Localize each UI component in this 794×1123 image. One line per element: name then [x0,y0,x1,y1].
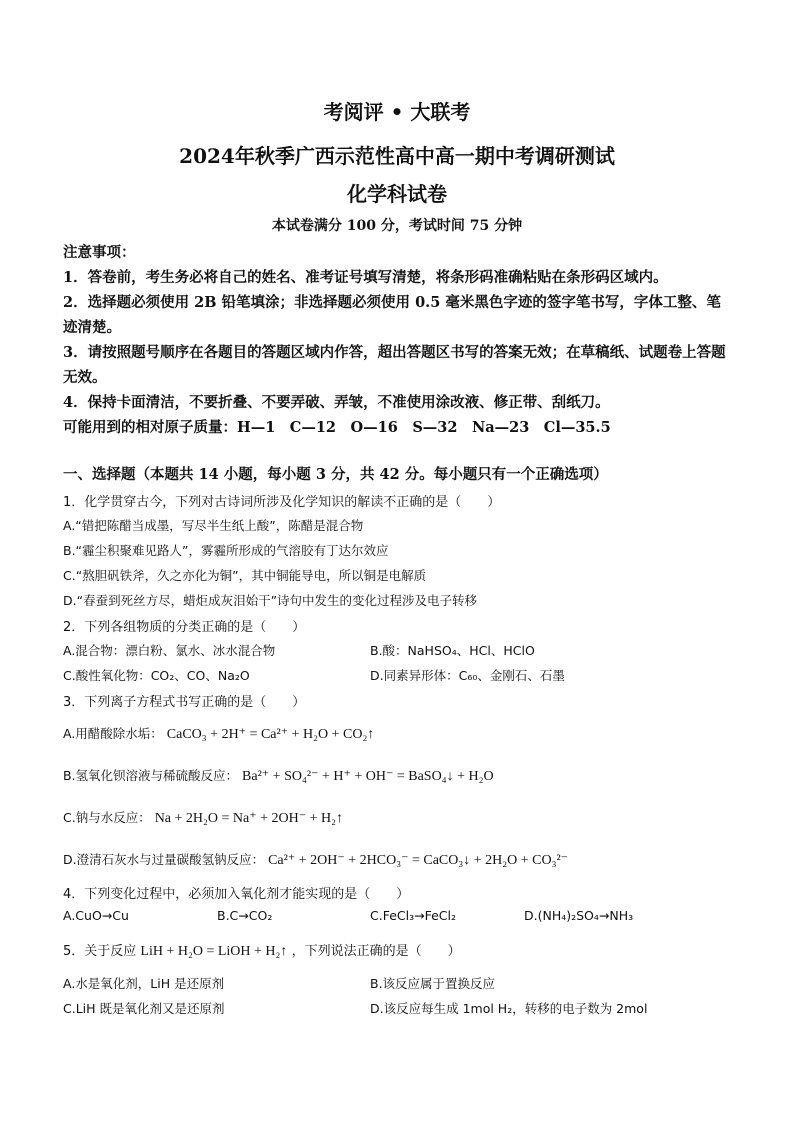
question-3-stem: 3．下列离子方程式书写正确的是（ ） [63,695,306,710]
q3-option-d-equation: Ca²⁺ + 2OH⁻ + 2HCO₃⁻ = CaCO₃↓ + 2H₂O + CO₃²⁻ [268,853,569,868]
note-item: 3．请按照题号顺序在各题目的答题区域内作答，超出答题区书写的答案无效；在草稿纸、试题卷上答题无效。 [63,344,726,386]
q5-stem-suffix: ，下列说法正确的是（ ） [291,944,461,959]
q2-option-d: D.同素异形体：C₆₀、金刚石、石墨 [370,668,565,683]
q4-option-d: D.(NH₄)₂SO₄→NH₃ [524,908,634,923]
q4-option-a: A.CuO→Cu [63,908,129,923]
exam-title: 2024年秋季广西示范性高中高一期中考调研测试 [179,144,615,168]
q1-option-a: A.“错把陈醋当成墨，写尽半生纸上酸”，陈醋是混合物 [63,518,364,533]
q3-option-d [63,850,568,869]
q5-option-a: A.水是氧化剂，LiH 是还原剂 [63,976,225,991]
question-5-stem [63,940,743,960]
q5-option-d: D.该反应每生成 1mol H₂，转移的电子数为 2mol [370,1001,648,1016]
q3-option-a-equation: CaCO₃ + 2H⁺ = Ca²⁺ + H₂O + CO₂↑ [166,727,375,742]
q5-stem-prefix: 5．关于反应 [63,944,137,959]
q2-option-b: B.酸：NaHSO₄、HCl、HClO [370,643,535,658]
note-item: 1．答卷前，考生务必将自己的姓名、准考证号填写清楚，将条形码准确粘贴在条形码区域内。 [63,269,668,286]
q5-stem-equation: LiH + H₂O = LiOH + H₂↑ [140,944,288,959]
q3-option-c-label: C.钠与水反应： [63,810,151,825]
notes-heading: 注意事项： [63,244,136,261]
q4-option-c: C.FeCl₃→FeCl₂ [370,908,456,923]
subject-title: 化学科试卷 [347,182,447,206]
q3-option-b-label: B.氢氧化钡溶液与稀硫酸反应： [63,768,239,783]
q3-option-d-label: D.澄清石灰水与过量碳酸氢钠反应： [63,852,265,867]
q3-option-a [63,724,374,743]
note-item: 2．选择题必须使用 2B 铅笔填涂；非选择题必须使用 0.5 毫米黑色字迹的签字笔书写，字体工整、笔迹清楚。 [63,294,721,336]
question-1-stem: 1．化学贯穿古今，下列对古诗词所涉及化学知识的解读不正确的是（ ） [63,495,501,510]
q5-option-b: B.该反应属于置换反应 [370,976,496,991]
atomic-mass-line: 可能用到的相对原子质量：H—1 C—12 O—16 S—32 Na—23 Cl—35.5 [63,419,611,436]
q3-option-c [63,808,343,827]
q1-option-d: D.“春蚕到死丝方尽，蜡炬成灰泪始干”诗句中发生的变化过程涉及电子转移 [63,593,478,608]
q5-option-c: C.LiH 既是氧化剂又是还原剂 [63,1001,225,1016]
q2-option-a: A.混合物：漂白粉、氯水、冰水混合物 [63,643,276,658]
question-4-stem: 4．下列变化过程中，必须加入氧化剂才能实现的是（ ） [63,887,410,902]
q3-option-c-equation: Na + 2H₂O = Na⁺ + 2OH⁻ + H₂↑ [154,811,344,826]
q1-option-c: C.“熬胆矾铁斧，久之亦化为铜”，其中铜能导电，所以铜是电解质 [63,568,427,583]
q2-option-c: C.酸性氧化物：CO₂、CO、Na₂O [63,668,250,683]
question-2-stem: 2．下列各组物质的分类正确的是（ ） [63,620,306,635]
q1-option-b: B.“霾尘积聚难见路人”，雾霾所形成的气溶胶有丁达尔效应 [63,543,389,558]
notes-block [63,240,731,440]
q3-option-a-label: A.用醋酸除水垢： [63,726,163,741]
q3-option-b [63,766,494,785]
exam-info: 本试卷满分 100 分，考试时间 75 分钟 [271,218,523,234]
q4-option-b: B.C→CO₂ [217,908,273,923]
exam-series-title: 考阅评 • 大联考 [323,100,471,124]
note-item: 4．保持卡面清洁，不要折叠、不要弄破、弄皱，不准使用涂改液、修正带、刮纸刀。 [63,394,610,411]
section-heading: 一、选择题（本题共 14 小题，每小题 3 分，共 42 分。每小题只有一个正确选项） [63,466,608,483]
q3-option-b-equation: Ba²⁺ + SO₄²⁻ + H⁺ + OH⁻ = BaSO₄↓ + H₂O [242,769,494,784]
